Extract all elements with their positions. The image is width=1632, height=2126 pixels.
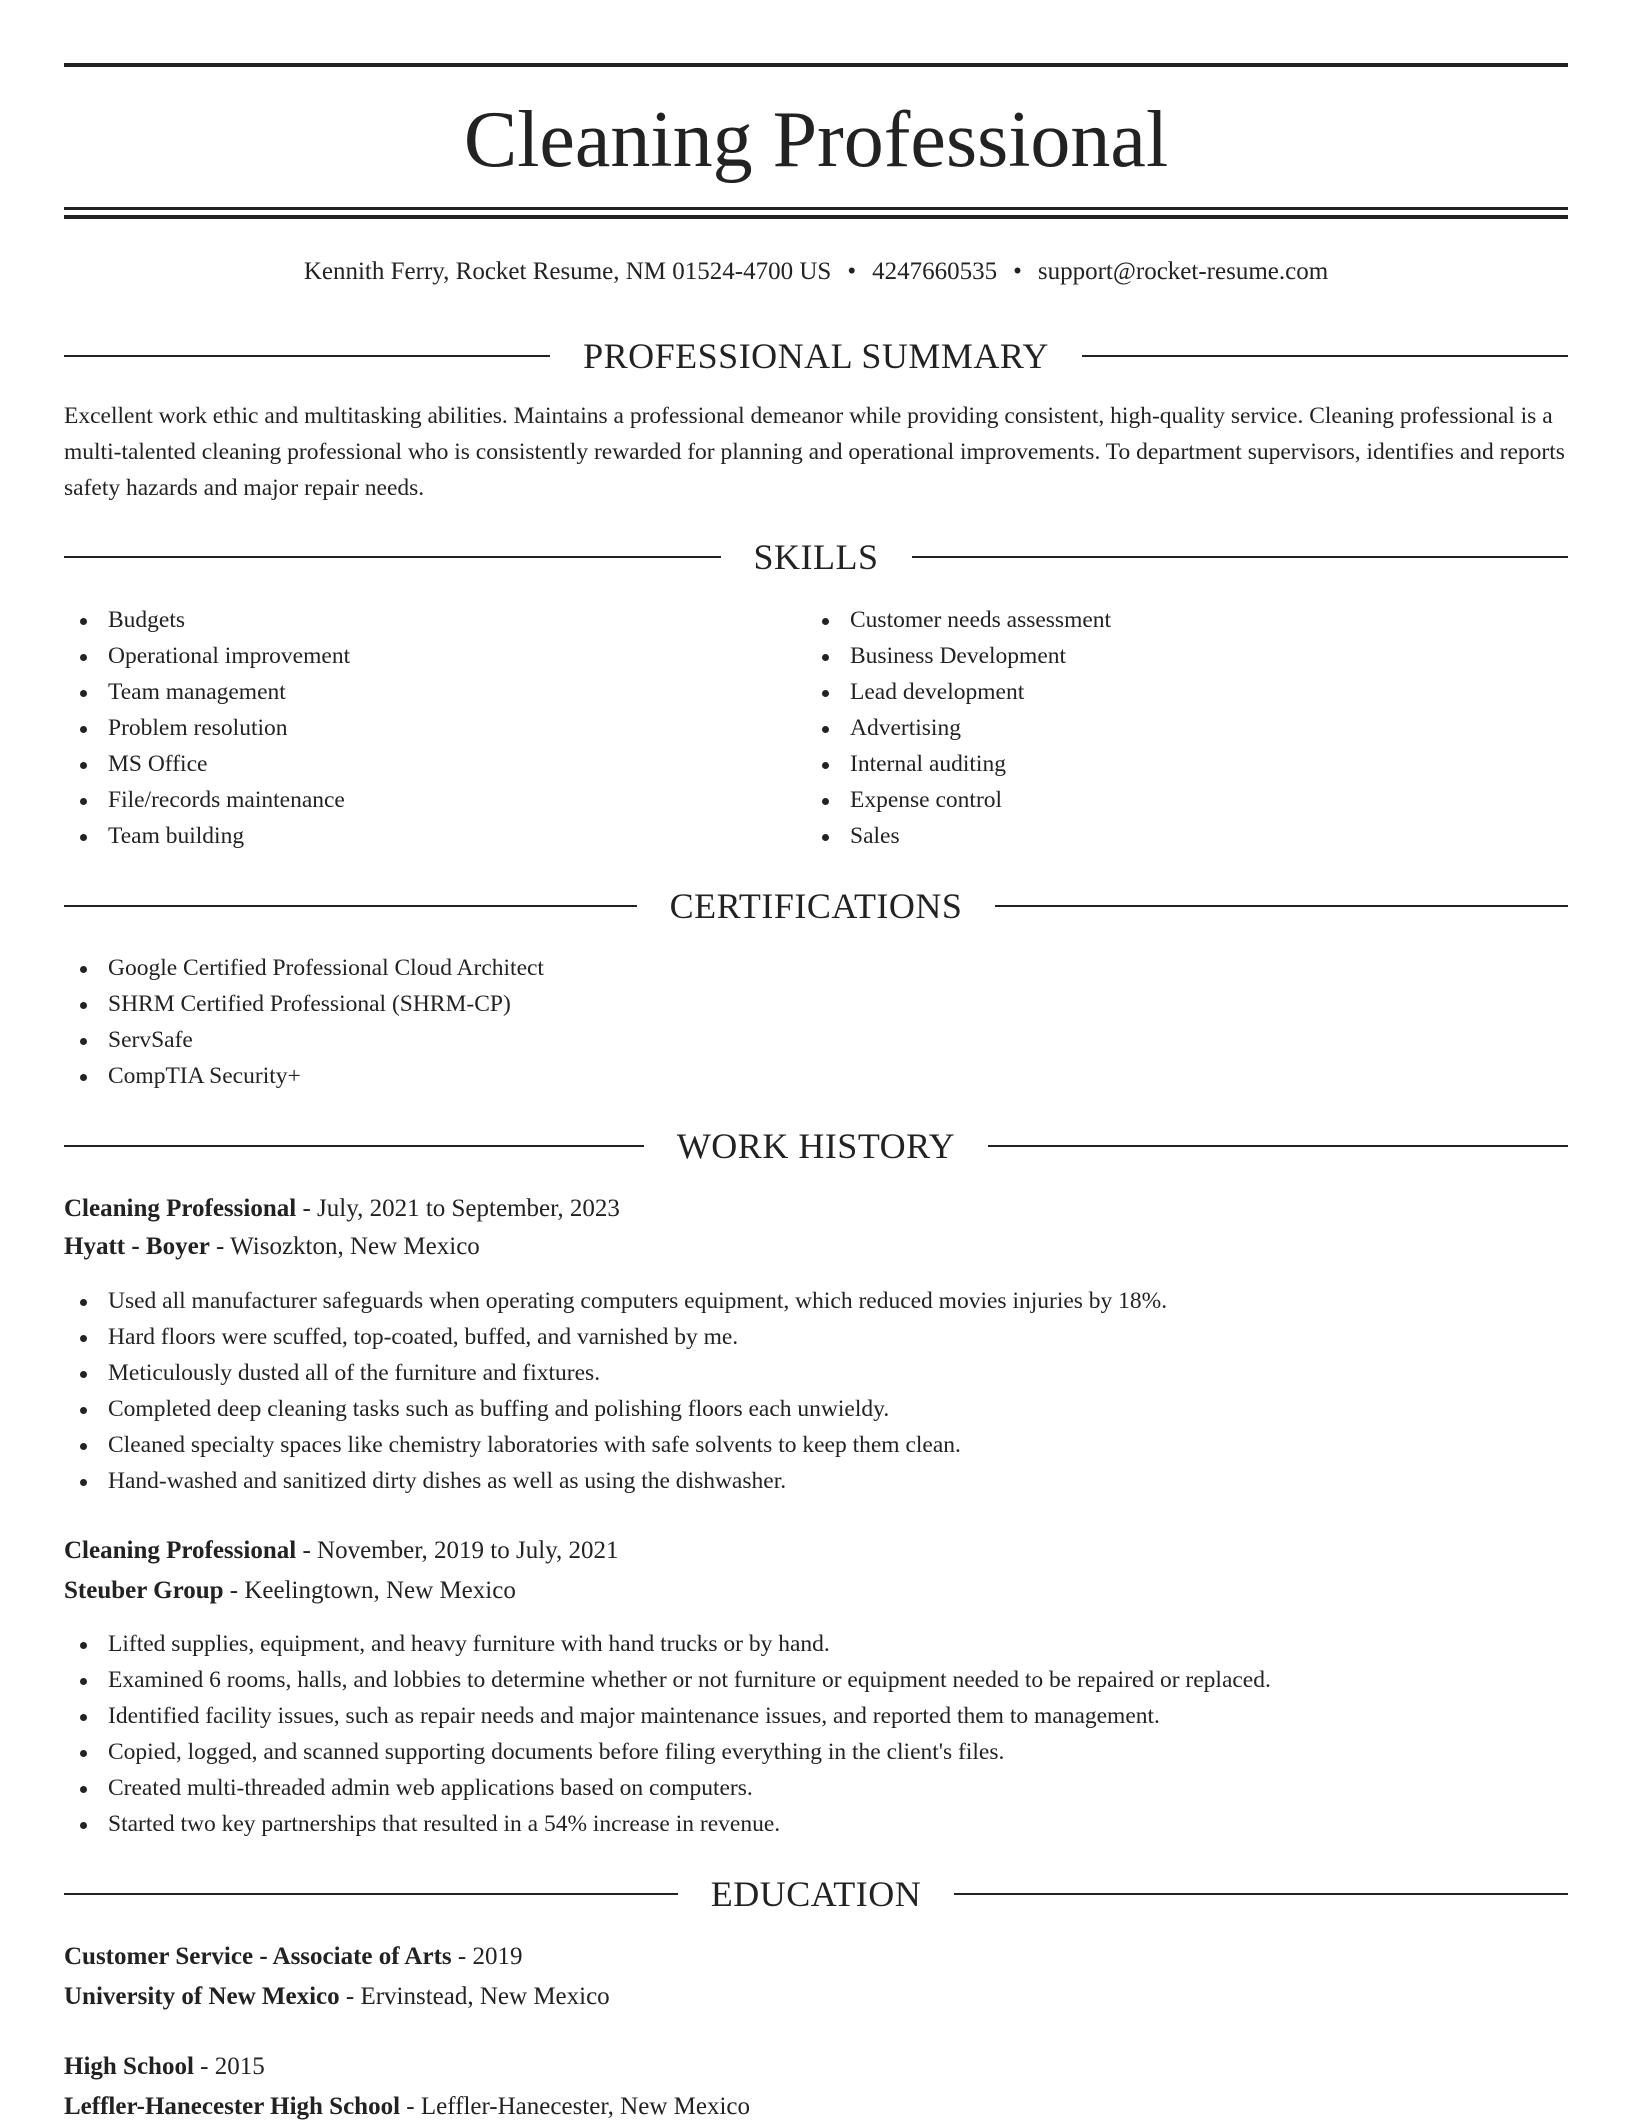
list-item: Hand-washed and sanitized dirty dishes as well as using the dishwasher. <box>64 1463 1167 1499</box>
section-title: CERTIFICATIONS <box>669 886 963 926</box>
heading-rule <box>1082 355 1568 357</box>
section-heading-certifications <box>64 884 1568 928</box>
heading-rule <box>995 905 1568 907</box>
contact-line <box>64 254 1568 290</box>
contact-separator: • <box>1013 258 1022 285</box>
job-dates: - July, 2021 to September, 2023 <box>296 1195 620 1222</box>
list-item: Identified facility issues, such as repair needs and major maintenance issues, and reported them to management. <box>64 1698 1271 1734</box>
list-item: ServSafe <box>64 1022 544 1058</box>
skills-list-left <box>64 602 350 854</box>
job-bullets <box>64 1626 1271 1842</box>
list-item: Started two key partnerships that resulted in a 54% increase in revenue. <box>64 1806 1271 1842</box>
education-school: Leffler-Hanecester High School <box>64 2093 401 2120</box>
education-school-line <box>64 2088 750 2126</box>
section-heading-education <box>64 1872 1568 1916</box>
job-dates: - November, 2019 to July, 2021 <box>296 1537 619 1564</box>
education-degree-line <box>64 1938 522 1976</box>
list-item: Customer needs assessment <box>806 602 1111 638</box>
education-location: - Ervinstead, New Mexico <box>339 1983 610 2010</box>
resume-title: Cleaning Professional <box>463 96 1169 184</box>
contact-phone: 4247660535 <box>872 258 998 285</box>
title-rule-upper <box>64 207 1568 210</box>
list-item: Internal auditing <box>806 746 1111 782</box>
section-title: SKILLS <box>753 537 879 577</box>
job-company-line <box>64 1228 480 1266</box>
education-degree: High School <box>64 2053 194 2080</box>
list-item: Problem resolution <box>64 710 350 746</box>
job-title: Cleaning Professional <box>64 1195 297 1222</box>
list-item: Team building <box>64 818 350 854</box>
heading-rule <box>64 1145 644 1147</box>
education-year: - 2019 <box>451 1943 523 1970</box>
education-degree-line <box>64 2048 265 2086</box>
education-school-line <box>64 1978 610 2016</box>
list-item: Copied, logged, and scanned supporting documents before filing everything in the client's files. <box>64 1734 1271 1770</box>
list-item: Completed deep cleaning tasks such as buffing and polishing floors each unwieldy. <box>64 1391 1167 1427</box>
job-location: - Wisozkton, New Mexico <box>209 1233 480 1260</box>
title-rule-lower <box>64 215 1568 219</box>
job-title: Cleaning Professional <box>64 1537 297 1564</box>
section-heading-summary <box>64 334 1568 378</box>
education-degree: Customer Service - Associate of Arts <box>64 1943 452 1970</box>
heading-rule <box>64 556 721 558</box>
skills-list-right <box>806 602 1111 854</box>
heading-rule <box>64 905 637 907</box>
heading-rule <box>64 1893 678 1895</box>
list-item: Expense control <box>806 782 1111 818</box>
list-item: Hard floors were scuffed, top-coated, buffed, and varnished by me. <box>64 1319 1167 1355</box>
list-item: Advertising <box>806 710 1111 746</box>
section-heading-work-history <box>64 1124 1568 1168</box>
list-item: MS Office <box>64 746 350 782</box>
top-rule <box>64 63 1568 67</box>
list-item: Operational improvement <box>64 638 350 674</box>
list-item: Meticulously dusted all of the furniture and fixtures. <box>64 1355 1167 1391</box>
contact-separator: • <box>847 258 857 285</box>
summary-text: Excellent work ethic and multitasking abilities. Maintains a professional demeanor while providing consistent, high-quality service. Cleaning professional is a multi-talented cleaning professional who is consistently rewarded for planning and operational improvements. To department supervisors, identifies and reports safety hazards and major repair needs. <box>64 403 1565 501</box>
list-item: Team management <box>64 674 350 710</box>
list-item: Lead development <box>806 674 1111 710</box>
list-item: Examined 6 rooms, halls, and lobbies to determine whether or not furniture or equipment needed to be repaired or replaced. <box>64 1662 1271 1698</box>
education-year: - 2015 <box>193 2053 265 2080</box>
contact-address: Kennith Ferry, Rocket Resume, NM 01524-4700 US <box>303 258 832 285</box>
section-title: PROFESSIONAL SUMMARY <box>583 336 1049 376</box>
contact-email: support@rocket-resume.com <box>1037 258 1329 285</box>
list-item: CompTIA Security+ <box>64 1058 544 1094</box>
heading-rule <box>988 1145 1568 1147</box>
list-item: Sales <box>806 818 1111 854</box>
list-item: Business Development <box>806 638 1111 674</box>
job-company: Hyatt - Boyer <box>64 1233 210 1260</box>
heading-rule <box>64 355 550 357</box>
list-item: Budgets <box>64 602 350 638</box>
list-item: Lifted supplies, equipment, and heavy furniture with hand trucks or by hand. <box>64 1626 1271 1662</box>
list-item: Created multi-threaded admin web applications based on computers. <box>64 1770 1271 1806</box>
education-location: - Leffler-Hanecester, New Mexico <box>400 2093 750 2120</box>
heading-rule <box>912 556 1569 558</box>
job-bullets <box>64 1283 1167 1499</box>
list-item: Used all manufacturer safeguards when operating computers equipment, which reduced movies injuries by 18%. <box>64 1283 1167 1319</box>
job-location: - Keelingtown, New Mexico <box>223 1577 516 1604</box>
education-school: University of New Mexico <box>64 1983 340 2010</box>
section-heading-skills <box>64 535 1568 579</box>
list-item: Cleaned specialty spaces like chemistry laboratories with safe solvents to keep them clean. <box>64 1427 1167 1463</box>
job-company-line <box>64 1572 516 1610</box>
section-title: WORK HISTORY <box>676 1126 956 1166</box>
job-company: Steuber Group <box>64 1577 224 1604</box>
section-title: EDUCATION <box>710 1874 922 1914</box>
job-title-line <box>64 1532 619 1570</box>
heading-rule <box>954 1893 1568 1895</box>
list-item: Google Certified Professional Cloud Architect <box>64 950 544 986</box>
job-title-line <box>64 1190 620 1228</box>
list-item: SHRM Certified Professional (SHRM-CP) <box>64 986 544 1022</box>
list-item: File/records maintenance <box>64 782 350 818</box>
certifications-list <box>64 950 544 1094</box>
